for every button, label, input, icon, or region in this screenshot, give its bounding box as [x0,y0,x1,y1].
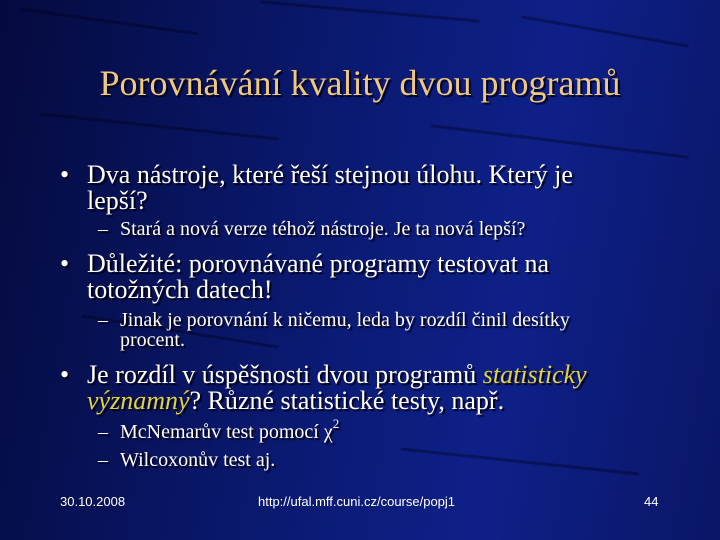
highlighted-term: statisticky [482,360,587,389]
background-streak [260,0,479,22]
sub-bullet-text: Stará a nová verze téhož nástroje. Je ta nová lepší? [120,218,526,240]
dash-icon: – [98,218,108,240]
bullet-dot-icon: • [60,249,70,278]
sub-bullet-item [98,450,658,470]
footer-date: 30.10.2008 [60,494,126,509]
highlighted-term: významný [87,386,190,415]
dash-icon: – [98,421,108,443]
sub-bullet-text: Jinak je porovnání k ničemu, leda by rozdíl činil desítky procent. [120,309,570,351]
page-number: 44 [644,494,659,509]
footer-url[interactable]: http://ufal.mff.cuni.cz/course/popj1 [258,494,456,509]
slide-title: Porovnávání kvality dvou programů [99,63,621,103]
bullet-item [60,362,660,414]
bullet-dot-icon: • [60,360,70,389]
dash-icon: – [98,449,108,471]
sub-bullet-item [98,219,658,239]
bullet-item [60,251,660,303]
bullet-text: Důležité: porovnávané programy testovat na totožných datech! [87,249,550,304]
bullet-dot-icon: • [60,160,70,189]
sub-bullet-text: Wilcoxonův test aj. [120,449,276,471]
sub-bullet-text: McNemarův test pomocí $\chi^2$ [120,416,340,443]
bullet-item [60,162,660,214]
background-streak [21,7,200,35]
sub-bullet-item [98,310,668,350]
bullet-text: Je rozdíl v úspěšnosti dvou programů statisticky významný? Různé statistické testy, např. [87,360,587,415]
background-streak [41,112,280,140]
background-streak [431,124,689,159]
background-streak [521,15,689,47]
dash-icon: – [98,309,108,331]
sub-bullet-item [98,416,658,443]
bullet-text: Dva nástroje, které řeší stejnou úlohu. Který je lepší? [87,160,573,215]
